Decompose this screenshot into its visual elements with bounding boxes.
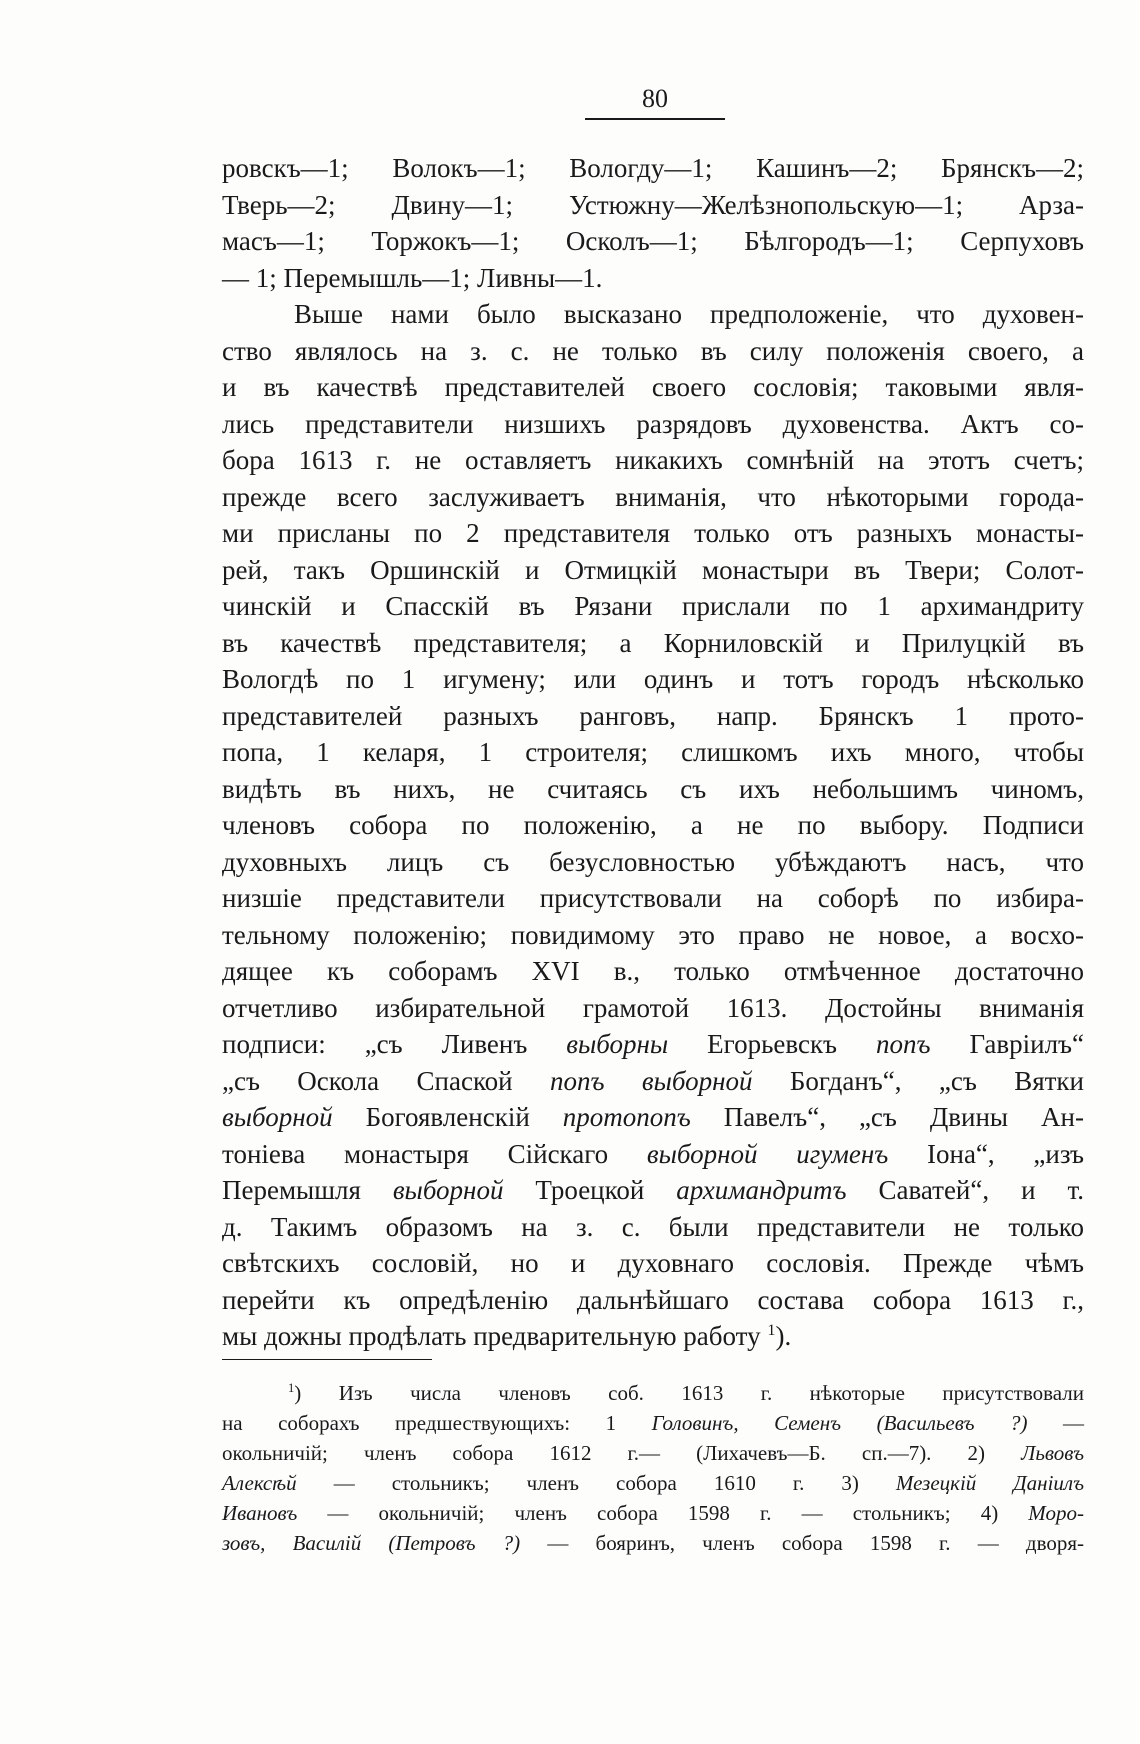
footnote-line: окольничій; членъ собора 1612 г.— (Лихачевъ—Б. сп.—7). 2) Львовъ <box>222 1441 1084 1465</box>
footnote-line: $^1$) Изъ числа членовъ соб. 1613 г. нѣкоторые присутствовали <box>288 1381 1084 1405</box>
text-line: Вологдѣ по 1 игумену; или одинъ и тотъ городъ нѣсколько <box>222 664 1084 694</box>
text-line: Выше нами было высказано предположеніе, что духовен- <box>294 299 1084 329</box>
main-text <box>222 150 1084 1355</box>
text-line: низшіе представители присутствовали на соборѣ по избира- <box>222 883 1084 913</box>
footnote-line: Алексѣй — стольникъ; членъ собора 1610 г. 3) Мезецкій Даніилъ <box>222 1471 1084 1495</box>
footnote-reference[interactable]: 1 <box>767 1321 776 1339</box>
footnotes <box>222 1378 1084 1558</box>
text-line: лись представители низшихъ разрядовъ духовенства. Актъ со- <box>222 408 1084 439</box>
page-number-rule <box>585 118 725 120</box>
footnote-line: зовъ, Василій (Петровъ ?) — бояринъ, членъ собора 1598 г. — дворя- <box>222 1531 1084 1555</box>
text-line: чинскій и Спасскій въ Рязани прислали по 1 архимандриту <box>222 591 1084 621</box>
text-line: ми присланы по 2 представителя только отъ разныхъ монасты- <box>222 518 1084 548</box>
footnote-rule <box>222 1359 432 1360</box>
text-line: членовъ собора по положенію, а не по выбору. Подписи <box>222 810 1084 840</box>
text-line: Перемышля выборной Троецкой архимандритъ Саватей“, и т. <box>222 1175 1084 1205</box>
text-line: свѣтскихъ сословій, но и духовнаго сословія. Прежде чѣмъ <box>222 1248 1084 1278</box>
text-line: отчетливо избирательной грамотой 1613. Достойны вниманія <box>222 992 1084 1023</box>
text-line: — 1; Перемышль—1; Ливны—1. <box>222 262 603 293</box>
text-line: тельному положенію; повидимому это право не новое, а восхо- <box>222 919 1084 950</box>
text-line: выборной Богоявленскій протопопъ Павелъ“, „съ Двины Ан- <box>222 1102 1084 1132</box>
text-line: въ качествѣ представителя; а Корниловскій и Прилуцкій въ <box>222 627 1084 658</box>
text-line: представителей разныхъ ранговъ, напр. Брянскъ 1 прото- <box>222 700 1084 731</box>
text-line: ство являлось на з. с. не только въ силу положенія своего, а <box>222 335 1084 366</box>
text-line: „съ Оскола Спаской попъ выборной Богданъ“, „съ Вятки <box>222 1065 1084 1096</box>
text-line: Тверь—2; Двину—1; Устюжну—Желѣзнопольскую—1; Арза- <box>222 189 1084 220</box>
text-line: видѣть въ нихъ, не считаясь съ ихъ небольшимъ чиномъ, <box>222 773 1084 804</box>
text-line: масъ—1; Торжокъ—1; Осколъ—1; Бѣлгородъ—1; Серпуховъ <box>222 226 1084 256</box>
text-line: подписи: „съ Ливенъ выборны Егорьевскъ попъ Гавріилъ“ <box>222 1029 1084 1059</box>
text-line: духовныхъ лицъ съ безусловностью убѣждаютъ насъ, что <box>222 846 1084 877</box>
text-line: д. Такимъ образомъ на з. с. были представители не только <box>222 1211 1084 1242</box>
footnote-line: на соборахъ предшествующихъ: 1 Головинъ, Семенъ (Васильевъ ?) — <box>222 1411 1084 1435</box>
text-line: дящее къ соборамъ XVI в., только отмѣченное достаточно <box>222 956 1084 986</box>
text-line: мы дожны продѣлать предварительную работу $^1$). <box>222 1321 792 1351</box>
text-line: тоніева монастыря Сійскаго выборной игуменъ Іона“, „изъ <box>222 1138 1085 1169</box>
text-line: и въ качествѣ представителей своего сословія; таковыми явля- <box>222 372 1084 402</box>
text-line: ровскъ—1; Волокъ—1; Вологду—1; Кашинъ—2; Брянскъ—2; <box>222 153 1084 183</box>
page-number: 80 <box>642 84 668 113</box>
text-line: перейти къ опредѣленію дальнѣйшаго состава собора 1613 г., <box>222 1284 1084 1315</box>
footnote-marker: 1 <box>288 1381 295 1395</box>
text-line: прежде всего заслуживаетъ вниманія, что нѣкоторыми города- <box>222 481 1084 512</box>
text-line: бора 1613 г. не оставляетъ никакихъ сомнѣній на этотъ счетъ; <box>222 445 1084 475</box>
text-line: попа, 1 келаря, 1 строителя; слишкомъ ихъ много, чтобы <box>222 737 1084 767</box>
footnote-line: Ивановъ — окольничій; членъ собора 1598 г. — стольникъ; 4) Моро- <box>222 1501 1084 1525</box>
text-line: рей, такъ Оршинскій и Отмицкій монастыри въ Твери; Солот- <box>222 554 1084 585</box>
